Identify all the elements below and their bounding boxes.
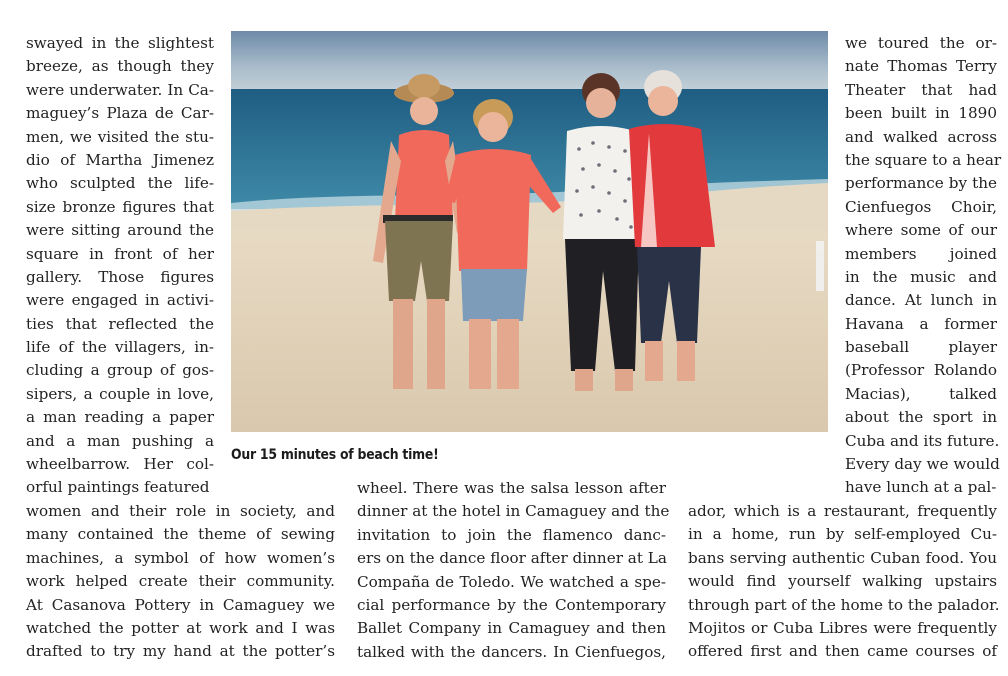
text-line: swayed in the slightest bbox=[26, 34, 214, 52]
text-line: and walked across bbox=[845, 127, 997, 146]
text-line: dio of Martha Jimenez bbox=[26, 150, 214, 169]
text-line: women and their role in society, and bbox=[26, 502, 335, 520]
text-line: orful paintings featured bbox=[26, 478, 210, 497]
beach-chair bbox=[816, 241, 824, 291]
text-line: were engaged in activi- bbox=[26, 291, 214, 310]
text-line: nate Thomas Terry bbox=[845, 57, 997, 76]
text-line: were sitting around the bbox=[26, 221, 214, 240]
text-line: through part of the home to the palador. bbox=[688, 595, 1000, 614]
text-line: Cienfuegos Choir, bbox=[845, 197, 997, 216]
text-line: Mojitos or Cuba Libres were frequently bbox=[688, 618, 997, 637]
text-line: the square to a hear bbox=[845, 150, 1002, 169]
article-column-left-top bbox=[26, 32, 214, 500]
text-line: performance by the bbox=[845, 174, 997, 193]
beach-photo bbox=[231, 31, 828, 432]
text-line: wheelbarrow. Her col- bbox=[26, 455, 214, 474]
text-line: ador, which is a restaurant, frequently bbox=[688, 502, 997, 520]
text-line: who sculpted the life- bbox=[26, 174, 214, 193]
article-column-middle-bottom bbox=[357, 477, 670, 664]
text-line: Havana a former bbox=[845, 314, 997, 333]
text-line: in a home, run by self-employed Cu- bbox=[688, 525, 997, 544]
text-line: been built in 1890 bbox=[845, 104, 997, 123]
text-line: and a man pushing a bbox=[26, 431, 214, 450]
text-line: Theater that had bbox=[845, 80, 997, 99]
text-line: maguey’s Plaza de Car- bbox=[26, 104, 214, 123]
sand bbox=[231, 211, 828, 432]
text-line: sipers, a couple in love, bbox=[26, 384, 214, 403]
text-line: a man reading a paper bbox=[26, 408, 214, 427]
text-line: square in front of her bbox=[26, 244, 214, 263]
text-line: Compaña de Toledo. We watched a spe- bbox=[357, 572, 666, 591]
text-line: would find yourself walking upstairs bbox=[688, 572, 997, 591]
text-line: invitation to join the flamenco danc- bbox=[357, 525, 666, 544]
text-line: in the music and bbox=[845, 267, 997, 286]
text-line: gallery. Those figures bbox=[26, 267, 214, 286]
text-line: talked with the dancers. In Cienfuegos, bbox=[357, 642, 666, 661]
text-line: drafted to try my hand at the potter’s bbox=[26, 642, 335, 661]
text-line: Every day we would bbox=[845, 455, 1000, 474]
article-column-left-bottom bbox=[26, 500, 335, 664]
text-line: dinner at the hotel in Camaguey and the bbox=[357, 502, 670, 521]
text-line: watched the potter at work and I was bbox=[26, 618, 335, 637]
text-line: At Casanova Pottery in Camaguey we bbox=[26, 595, 335, 614]
text-line: wheel. There was the salsa lesson after bbox=[357, 479, 666, 497]
text-line: work helped create their community. bbox=[26, 572, 335, 591]
text-line: bans serving authentic Cuban food. You bbox=[688, 548, 997, 567]
text-line: machines, a symbol of how women’s bbox=[26, 548, 335, 567]
text-line: were underwater. In Ca- bbox=[26, 80, 214, 99]
article-column-right-top bbox=[845, 32, 1002, 500]
text-line: cial performance by the Contemporary bbox=[357, 595, 666, 614]
sky bbox=[231, 31, 828, 91]
text-line: ties that reflected the bbox=[26, 314, 214, 333]
text-line: Macias), talked bbox=[845, 384, 997, 403]
text-line: about the sport in bbox=[845, 408, 997, 427]
text-line: many contained the theme of sewing bbox=[26, 525, 335, 544]
text-line: life of the villagers, in- bbox=[26, 338, 214, 357]
text-line: cluding a group of gos- bbox=[26, 361, 214, 380]
text-line: where some of our bbox=[845, 221, 997, 240]
text-line: men, we visited the stu- bbox=[26, 127, 214, 146]
text-line: breeze, as though they bbox=[26, 57, 214, 76]
text-line: size bronze figures that bbox=[26, 197, 214, 216]
text-line: dance. At lunch in bbox=[845, 291, 997, 310]
text-line: offered first and then came courses of bbox=[688, 642, 997, 661]
text-line: Cuba and its future. bbox=[845, 431, 1000, 450]
text-line: we toured the or- bbox=[845, 34, 997, 52]
text-line: members joined bbox=[845, 244, 997, 263]
text-line: have lunch at a pal- bbox=[845, 478, 997, 497]
article-column-right-bottom bbox=[688, 500, 1000, 664]
text-line: baseball player bbox=[845, 338, 997, 357]
beach-photo-illustration bbox=[231, 31, 828, 432]
text-line: ers on the dance floor after dinner at La bbox=[357, 549, 667, 568]
photo-caption: Our 15 minutes of beach time! bbox=[231, 447, 439, 463]
text-line: (Professor Rolando bbox=[845, 361, 997, 380]
text-line: Ballet Company in Camaguey and then bbox=[357, 619, 666, 638]
